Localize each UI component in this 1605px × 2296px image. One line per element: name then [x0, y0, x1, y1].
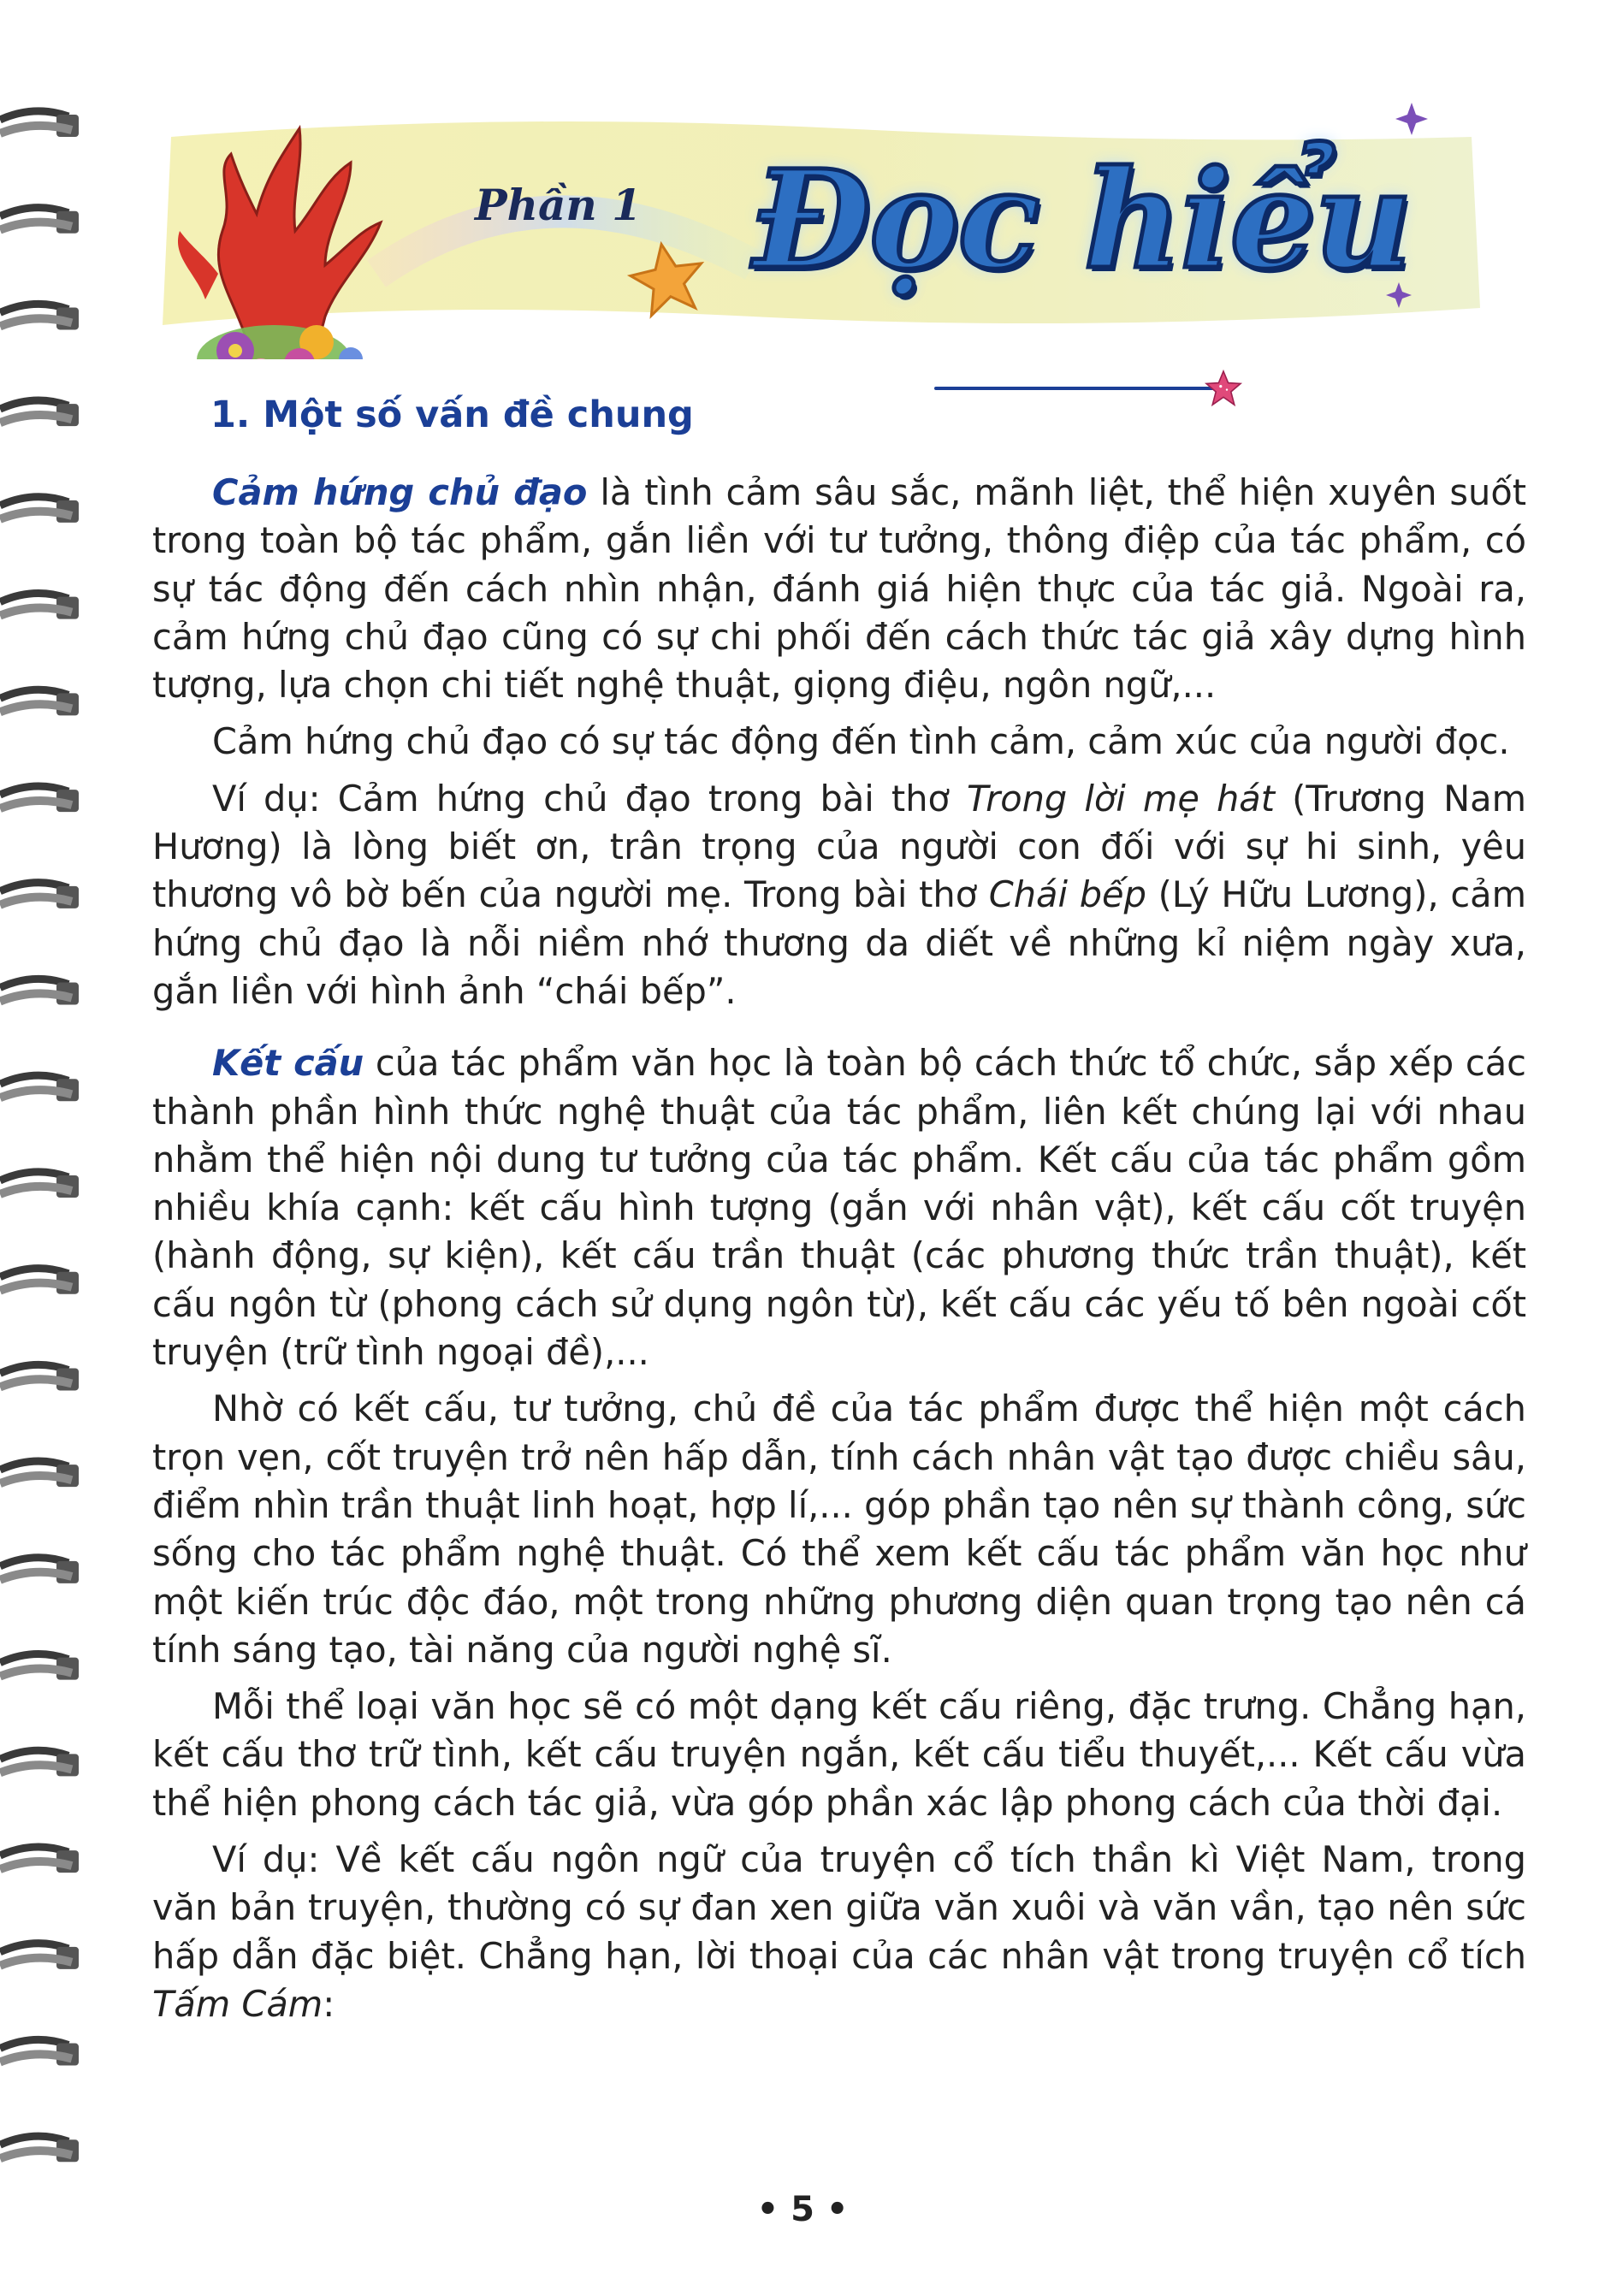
binding-ring: [0, 1944, 79, 1969]
binding-ring: [0, 400, 79, 426]
term-cam-hung-chu-dao: Cảm hứng chủ đạo: [212, 471, 588, 513]
binding-ring: [0, 111, 79, 137]
poem-title: Trong lời mẹ hát: [967, 777, 1276, 820]
term-ket-cau: Kết cấu: [212, 1042, 364, 1085]
binding-ring: [0, 1075, 79, 1101]
paragraph-example: Ví dụ: Cảm hứng chủ đạo trong bài thơ Trong lời mẹ hát (Trương Nam Hương) là lòng biết ơn, trân trọng của người con đối với sự hi sinh, yêu thương vô bờ bến của người mẹ. Trong bài thơ Chái bếp (Lý Hữu Lương), cảm hứng chủ đạo là nỗi niềm nhớ thương da diết về những kỉ niệm ngày xưa, gắn liền với hình ảnh “chái bếp”.: [152, 777, 1527, 1012]
binding-ring: [0, 883, 79, 908]
binding-ring: [0, 304, 79, 329]
poem-title: Chái bếp: [988, 873, 1146, 916]
binding-ring: [0, 1558, 79, 1583]
paragraph: Mỗi thể loại văn học sẽ có một dạng kết cấu riêng, đặc trưng. Chẳng hạn, kết cấu thơ trữ tình, kết cấu truyện ngắn, kết cấu tiểu thuyết,... Kết cấu vừa thể hiện phong cách tác giả, vừa góp phần xác lập phong cách của thời đại.: [152, 1685, 1526, 1824]
binding-ring: [0, 689, 79, 715]
paragraph: Nhờ có kết cấu, tư tưởng, chủ đề của tác phẩm được thể hiện một cách trọn vẹn, cốt truyện trở nên hấp dẫn, tính cách nhân vật tạo được chiều sâu, điểm nhìn trần thuật linh hoạt, hợp lí,... góp phần tạo nên sự thành công, sức sống cho tác phẩm nghệ thuật. Có thể xem kết cấu tác phẩm văn học như một kiến trúc độc đáo, một trong những phương diện quan trọng tạo nên cá tính sáng tạo, tài năng của người nghệ sĩ.: [152, 1388, 1526, 1671]
binding-ring: [0, 786, 79, 812]
story-title: Tấm Cám: [152, 1982, 323, 2025]
pink-star-icon: [1206, 371, 1241, 405]
binding-ring: [0, 497, 79, 523]
binding-ring: [0, 1750, 79, 1776]
section-underline: [703, 368, 1473, 470]
binding-ring: [0, 594, 79, 619]
binding-ring: [0, 1847, 79, 1873]
paragraph-ket-cau: Kết cấu của tác phẩm văn học là toàn bộ cách thức tổ chức, sắp xếp các thành phần hình thức nghệ thuật của tác phẩm, liên kết chúng lại với nhau nhằm thể hiện nội dung tư tưởng của tác phẩm. Kết cấu của tác phẩm gồm nhiều khía cạnh: kết cấu hình tượng (gắn với nhân vật), kết cấu cốt truyện (hành động, sự kiện), kết cấu trần thuật (các phương thức trần thuật), kết cấu ngôn từ (phong cách sử dụng ngôn từ), kết cấu các yếu tố bên ngoài cốt truyện (trữ tình ngoại đề),...: [152, 1042, 1526, 1374]
paragraph-example: Ví dụ: Về kết cấu ngôn ngữ của truyện cổ tích thần kì Việt Nam, trong văn bản truyện, thường có sự đan xen giữa văn xuôi và văn vần, tạo nên sức hấp dẫn đặc biệt. Chẳng hạn, lời thoại của các nhân vật trong truyện cổ tích Tấm Cám:: [152, 1838, 1526, 2025]
binding-ring: [0, 208, 79, 234]
page-number: • 5 •: [756, 2190, 849, 2229]
binding-ring: [0, 2039, 79, 2065]
binding-ring: [0, 1269, 79, 1294]
binding-ring: [0, 2136, 79, 2162]
part-label: Phần 1: [475, 180, 642, 230]
paragraph-cam-hung: Cảm hứng chủ đạo là tình cảm sâu sắc, mãnh liệt, thể hiện xuyên suốt trong toàn bộ tác phẩm, gắn liền với tư tưởng, thông điệp của tác phẩm, có sự tác động đến cách nhìn nhận, đánh giá hiện thực của tác giả. Ngoài ra, cảm hứng chủ đạo cũng có sự chi phối đến cách thức tác giả xây dựng hình tượng, lựa chọn chi tiết nghệ thuật, giọng điệu, ngôn ngữ,...: [152, 471, 1526, 707]
page-title: Đọc hiểu: [753, 141, 1411, 299]
paragraph: Cảm hứng chủ đạo có sự tác động đến tình cảm, cảm xúc của người đọc.: [212, 720, 1510, 763]
binding-ring: [0, 1654, 79, 1680]
section-heading: 1. Một số vấn đề chung: [210, 394, 694, 436]
binding-ring: [0, 1172, 79, 1198]
spiral-binding: [0, 94, 94, 2216]
body-text: [152, 469, 1526, 2028]
binding-ring: [0, 979, 79, 1004]
binding-ring: [0, 1461, 79, 1487]
binding-ring: [0, 1364, 79, 1390]
